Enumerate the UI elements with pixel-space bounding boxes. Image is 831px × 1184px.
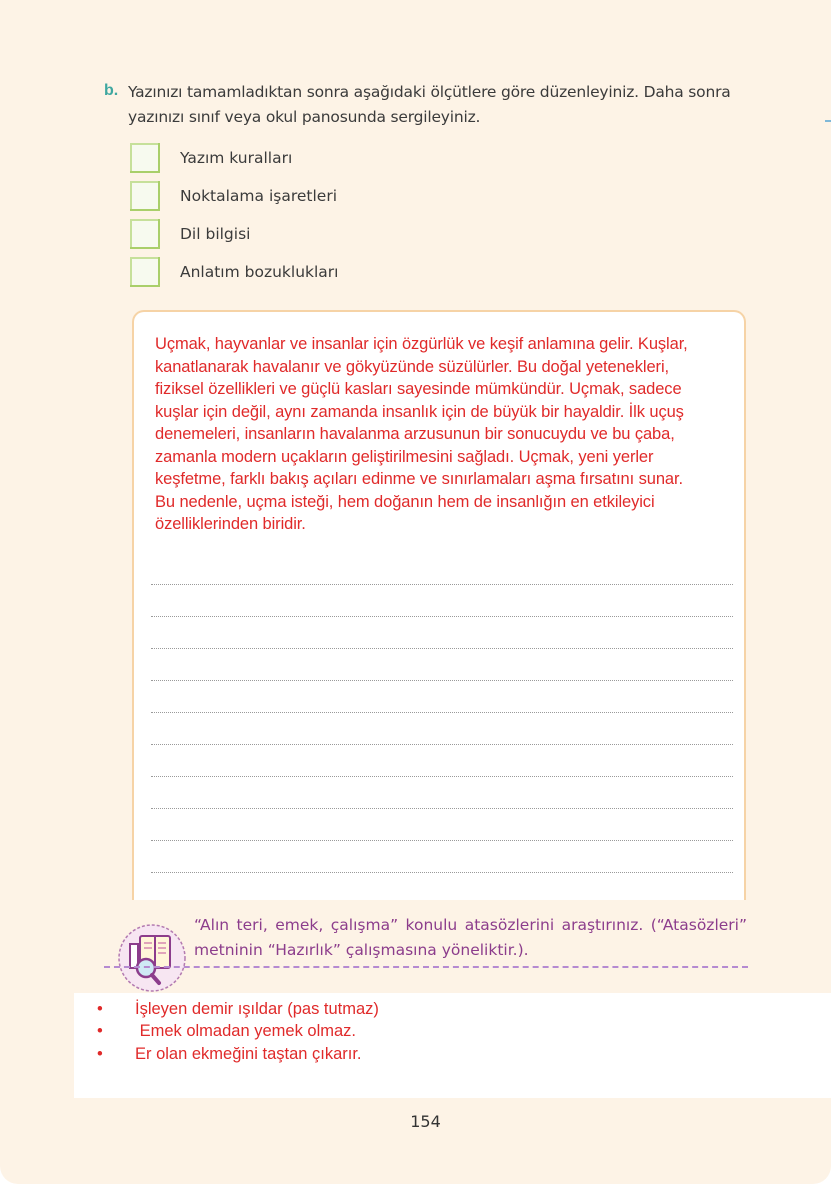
checklist-label: Yazım kuralları xyxy=(180,149,293,167)
checkbox[interactable] xyxy=(130,219,160,249)
margin-mark xyxy=(825,120,831,122)
essay-line: özelliklerinden biridir. xyxy=(155,515,306,533)
checklist-item-spelling[interactable] xyxy=(130,142,292,174)
checkbox[interactable] xyxy=(130,257,160,287)
proverb-item xyxy=(97,1000,379,1019)
essay-line: zamanla modern uçakların geliştirilmesini sağladı. Uçmak, yeni yerler xyxy=(155,447,654,466)
checklist-label: Anlatım bozuklukları xyxy=(180,263,339,281)
research-task-text: “Alın teri, emek, çalışma” konulu atasözlerini araştırınız. (“Atasözleri” metninin “Hazırlık” çalışmasına yöneliktir.). xyxy=(194,916,747,959)
writing-line xyxy=(151,808,733,809)
writing-line xyxy=(151,680,733,681)
checklist-label: Dil bilgisi xyxy=(180,225,251,243)
writing-line xyxy=(151,648,733,649)
proverb-text: Er olan ekmeğini taştan çıkarır. xyxy=(135,1045,362,1063)
proverb-text: İşleyen demir ışıldar (pas tutmaz) xyxy=(135,1000,379,1018)
writing-line xyxy=(151,776,733,777)
checklist-item-expression[interactable] xyxy=(130,256,339,288)
writing-line xyxy=(151,744,733,745)
essay-line: kanatlanarak havalanır ve gökyüzünde süzülürler. Bu doğal yetenekleri, xyxy=(155,357,669,376)
page-number: 154 xyxy=(410,1112,441,1131)
bullet: • xyxy=(97,1022,103,1040)
writing-line xyxy=(151,584,733,585)
checkbox[interactable] xyxy=(130,143,160,173)
essay-line: fiziksel özellikleri ve güçlü kasları sayesinde mümkündür. Uçmak, sadece xyxy=(155,380,682,398)
writing-line xyxy=(151,840,733,841)
section-divider xyxy=(104,966,748,968)
proverb-item xyxy=(97,1022,356,1041)
essay-line: denemeleri, insanların havalanma arzusunun bir sonucuydu ve bu çaba, xyxy=(155,425,675,443)
writing-line xyxy=(151,616,733,617)
checklist-item-grammar[interactable] xyxy=(130,218,250,250)
instruction-text: Yazınızı tamamladıktan sonra aşağıdaki ölçütlere göre düzenleyiniz. Daha sonra yazınızı sınıf veya okul panosunda sergileyiniz. xyxy=(128,83,731,126)
essay-line: Uçmak, hayvanlar ve insanlar için özgürlük ve keşif anlamına gelir. Kuşlar, xyxy=(155,335,688,353)
writing-line xyxy=(151,712,733,713)
essay-line: Bu nedenle, uçma isteği, hem doğanın hem de insanlığın en etkileyici xyxy=(155,492,655,511)
checkbox[interactable] xyxy=(130,181,160,211)
bullet: • xyxy=(97,1045,103,1063)
essay-line: keşfetme, farklı bakış açıları edinme ve sınırlamaları aşma fırsatını sunar. xyxy=(155,470,683,488)
writing-line xyxy=(151,872,733,873)
instruction-letter: b. xyxy=(104,82,119,99)
essay-text xyxy=(155,333,735,536)
checklist-item-punctuation[interactable] xyxy=(130,180,337,212)
proverb-item xyxy=(97,1045,362,1064)
checklist-label: Noktalama işaretleri xyxy=(180,187,338,205)
proverb-text: Emek olmadan yemek olmaz. xyxy=(135,1022,357,1040)
essay-line: kuşlar için değil, aynı zamanda insanlık için de büyük bir hayaldir. İlk uçuş xyxy=(155,402,684,421)
bullet: • xyxy=(97,1000,103,1018)
magnifier-book-icon xyxy=(116,922,188,994)
